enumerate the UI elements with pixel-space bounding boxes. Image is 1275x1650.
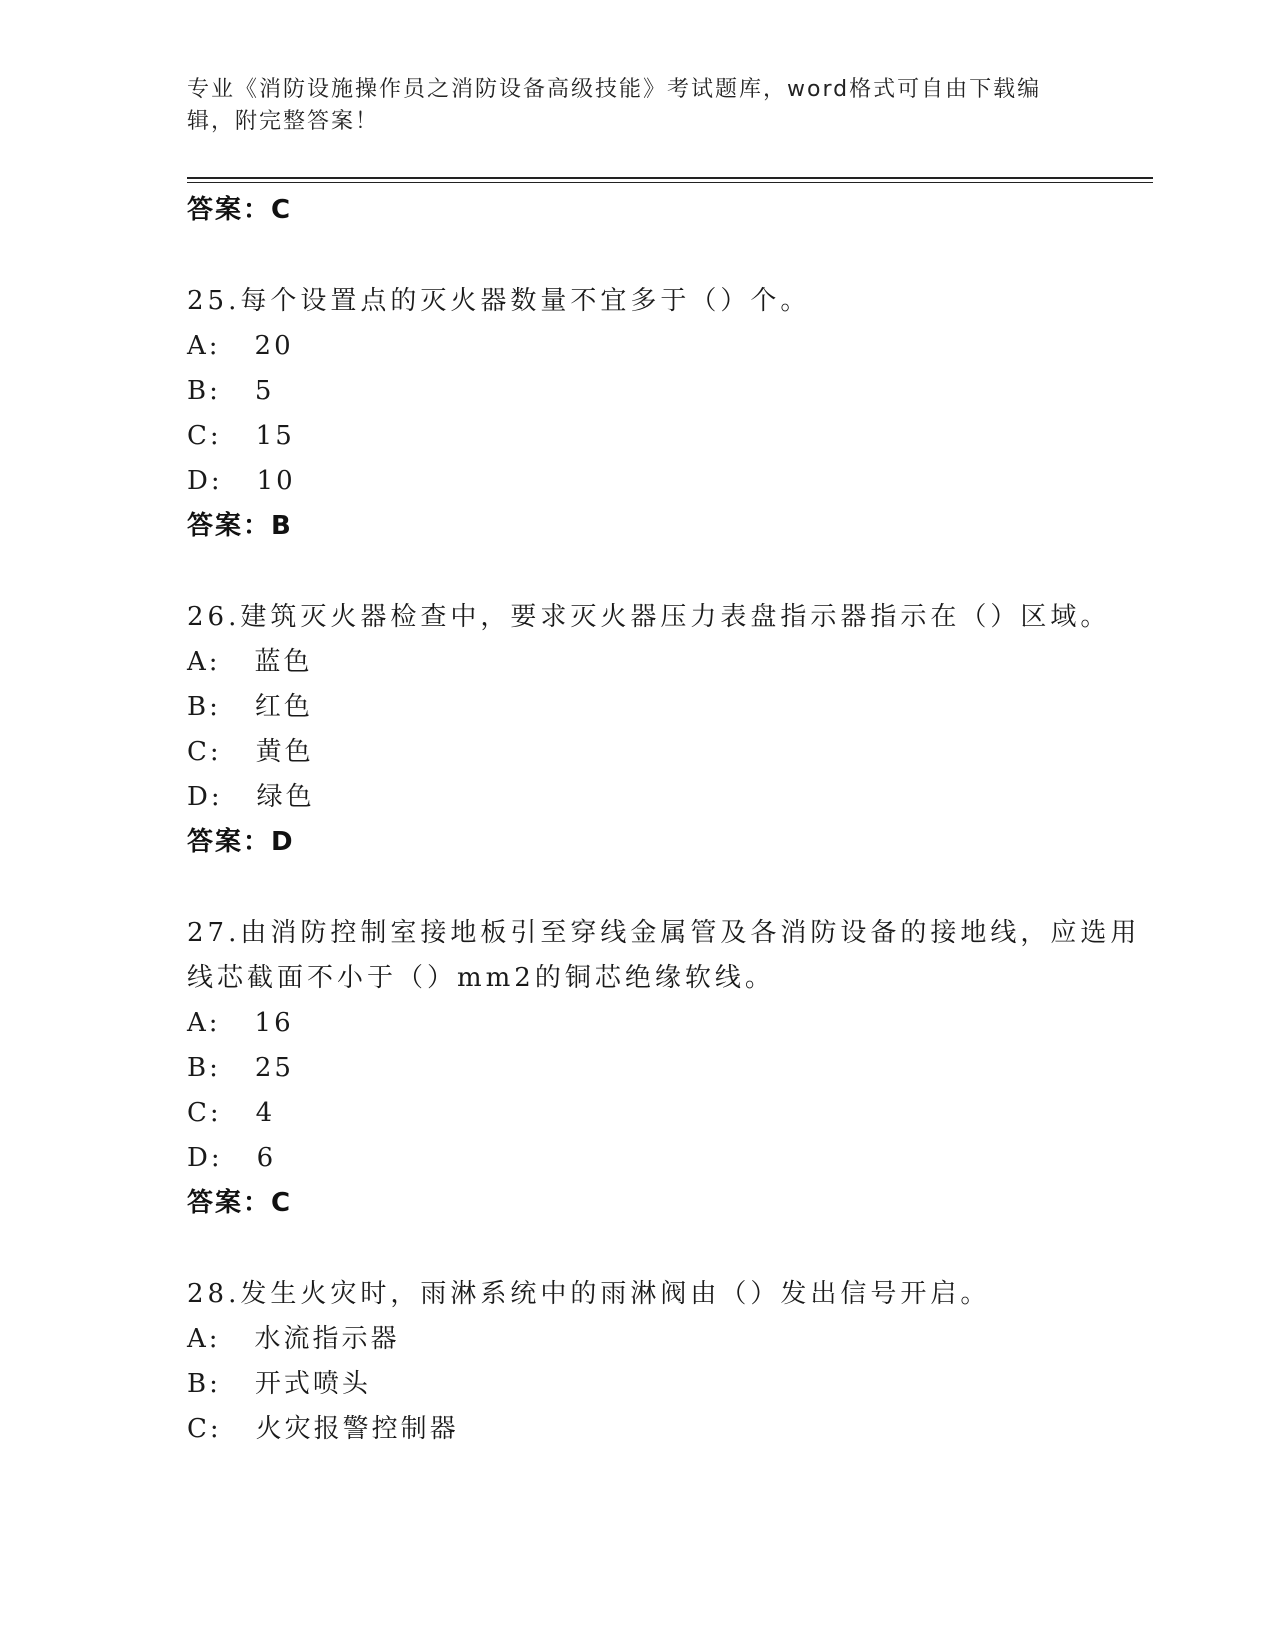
option-c	[187, 1091, 1153, 1136]
option-b	[187, 1362, 1153, 1407]
option-key: D:	[187, 782, 223, 812]
option-key: C:	[187, 737, 222, 767]
question-26	[187, 595, 1153, 865]
option-a	[187, 640, 1153, 685]
option-key: B:	[187, 1053, 221, 1083]
option-key: D:	[187, 1143, 223, 1173]
option-value: 4	[255, 1098, 276, 1128]
option-value: 开式喷头	[254, 1369, 371, 1399]
option-b	[187, 369, 1153, 414]
option-key: C:	[187, 421, 222, 451]
option-value: 红色	[254, 692, 313, 722]
option-key: B:	[187, 692, 221, 722]
option-key: B:	[187, 1369, 221, 1399]
question-text: 27.由消防控制室接地板引至穿线金属管及各消防设备的接地线，应选用线芯截面不小于（）mm2的铜芯绝缘软线。	[187, 918, 1141, 993]
question-25	[187, 279, 1153, 549]
option-d	[187, 1136, 1153, 1181]
option-value: 绿色	[256, 782, 315, 812]
option-value: 25	[254, 1053, 294, 1083]
header-divider	[187, 177, 1153, 183]
option-a	[187, 1317, 1153, 1362]
option-key: C:	[187, 1098, 222, 1128]
option-value: 火灾报警控制器	[255, 1414, 459, 1444]
option-value: 10	[256, 466, 296, 496]
option-c	[187, 1407, 1153, 1452]
option-c	[187, 730, 1153, 775]
question-list	[187, 188, 1153, 1452]
option-key: A:	[187, 331, 221, 361]
option-b	[187, 685, 1153, 730]
option-value: 16	[254, 1008, 294, 1038]
answer-line: 答案：D	[187, 827, 295, 857]
page-header: 专业《消防设施操作员之消防设备高级技能》考试题库，word格式可自由下载编辑，附完整答案！	[187, 77, 1042, 134]
answer-line: 答案：C	[187, 195, 293, 225]
option-value: 水流指示器	[254, 1324, 400, 1354]
question-text: 28.发生火灾时，雨淋系统中的雨淋阀由（）发出信号开启。	[187, 1279, 991, 1309]
option-c	[187, 414, 1153, 459]
question-28	[187, 1272, 1153, 1452]
option-key: A:	[187, 1324, 221, 1354]
question-27	[187, 911, 1153, 1226]
option-value: 黄色	[255, 737, 314, 767]
option-key: A:	[187, 1008, 221, 1038]
option-value: 蓝色	[254, 647, 313, 677]
option-value: 5	[254, 376, 275, 406]
option-key: C:	[187, 1414, 222, 1444]
option-b	[187, 1046, 1153, 1091]
option-value: 15	[255, 421, 295, 451]
option-value: 6	[256, 1143, 277, 1173]
option-value: 20	[254, 331, 294, 361]
question-text: 26.建筑灭火器检查中，要求灭火器压力表盘指示器指示在（）区域。	[187, 602, 1111, 632]
option-a	[187, 1001, 1153, 1046]
option-d	[187, 775, 1153, 820]
option-key: A:	[187, 647, 221, 677]
option-d	[187, 459, 1153, 504]
option-a	[187, 324, 1153, 369]
option-key: B:	[187, 376, 221, 406]
option-key: D:	[187, 466, 223, 496]
question-text: 25.每个设置点的灭火器数量不宜多于（）个。	[187, 286, 811, 316]
answer-line: 答案：C	[187, 1188, 293, 1218]
answer-line: 答案：B	[187, 511, 293, 541]
